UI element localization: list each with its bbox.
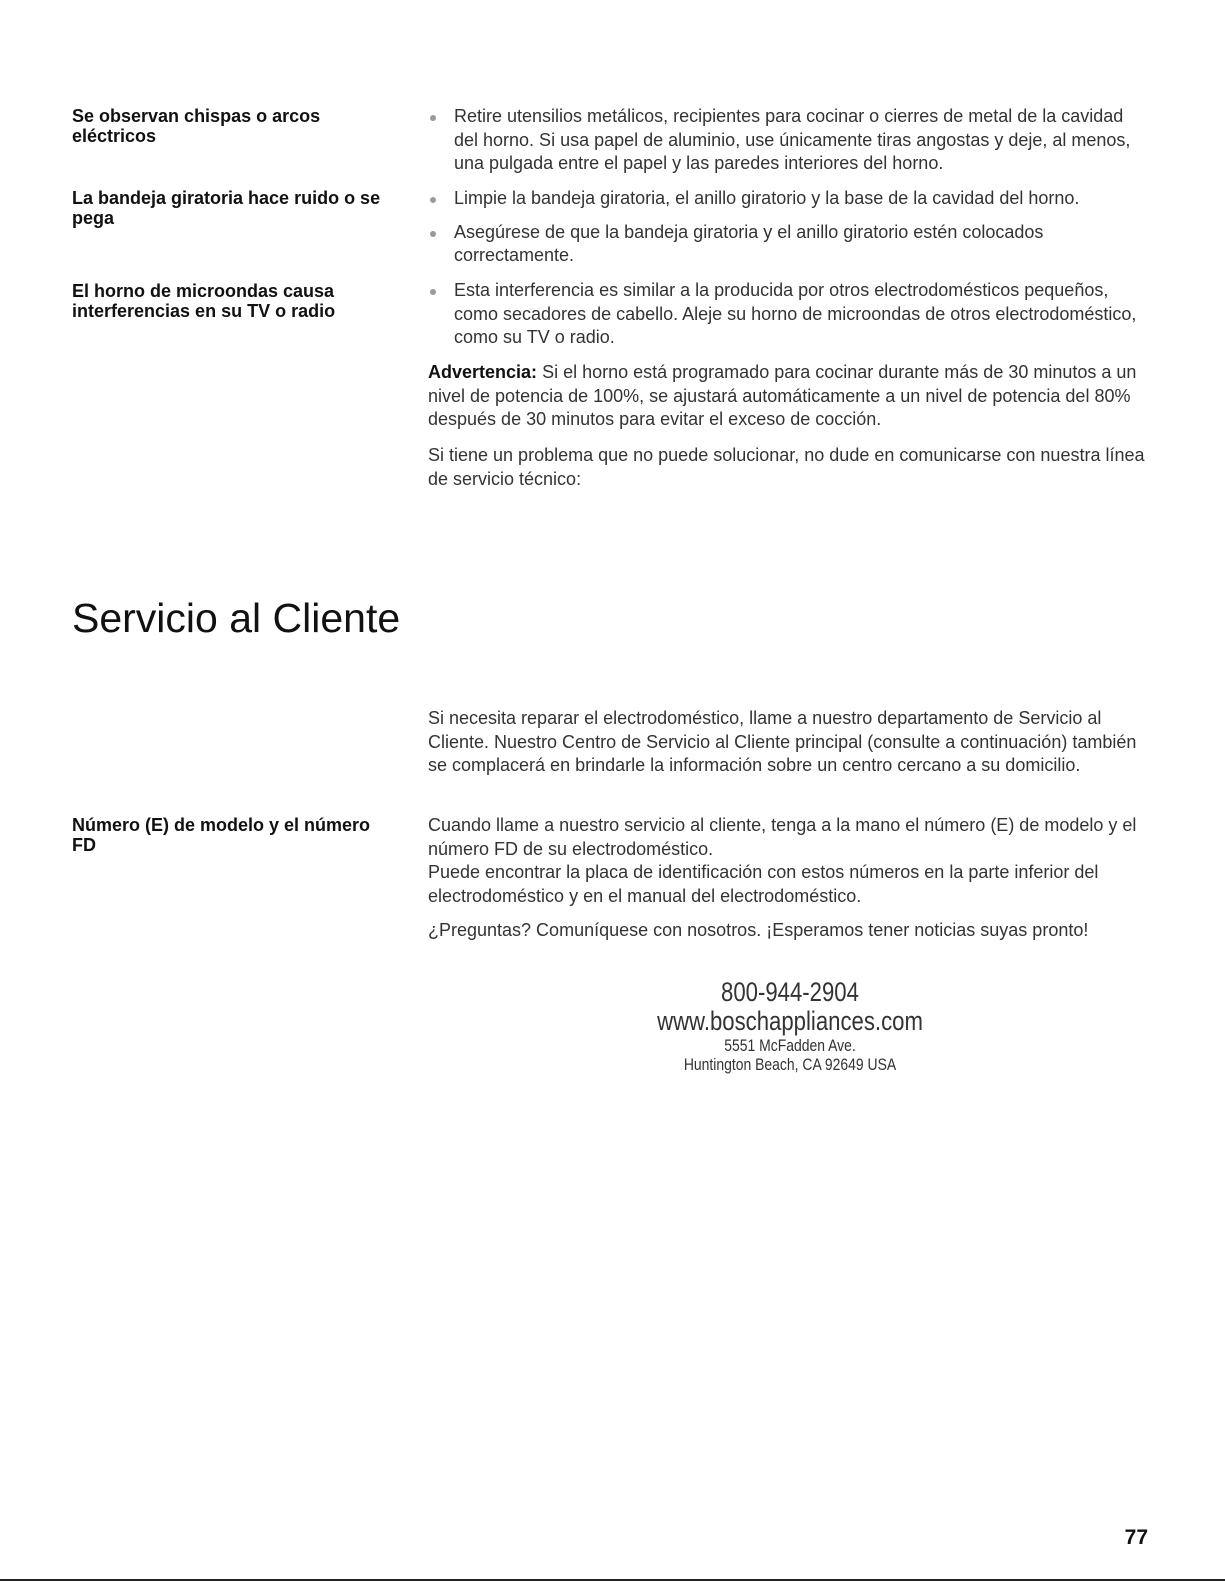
list-item [428, 105, 1148, 176]
contact-note: Si tiene un problema que no puede solucionar, no dude en comunicarse con nuestra línea de servicio técnico: [428, 445, 1145, 489]
solution-text: Asegúrese de que la bandeja giratoria y el anillo giratorio estén colocados correctamente. [454, 221, 1044, 265]
solutions-turntable [428, 187, 1148, 268]
bullet-icon [430, 231, 436, 237]
warning-paragraph [428, 361, 1148, 432]
address-line2: Huntington Beach, CA 92649 USA [683, 1055, 897, 1074]
address-line1: 5551 McFadden Ave. [724, 1036, 856, 1055]
bullet-icon [430, 115, 436, 121]
problem-interference-heading: El horno de microondas causa interferencias en su TV o radio [72, 281, 336, 321]
model-number-heading: Número (E) de modelo y el número FD [72, 815, 371, 855]
phone-number: 800-944-2904 [721, 977, 859, 1007]
solution-text: Retire utensilios metálicos, recipientes para cocinar o cierres de metal de la cavidad del horno. Si usa papel de aluminio, use únicamente tiras angostas y deje, al menos, una pulgada entre el papel y las paredes interiores del horno. [454, 106, 1131, 173]
problem-sparks-heading: Se observan chispas o arcos eléctricos [72, 106, 321, 146]
warning-label: Advertencia: [428, 362, 538, 382]
bottom-rule [0, 1579, 1225, 1581]
problem-turntable-heading: La bandeja giratoria hace ruido o se pega [72, 188, 381, 228]
website-link[interactable]: www.boschappliances.com [657, 1006, 923, 1036]
solutions-sparks [428, 105, 1148, 176]
page-number: 77 [1124, 1526, 1148, 1549]
bullet-icon [430, 289, 436, 295]
list-item [428, 279, 1148, 350]
model-text-line1: Cuando llame a nuestro servicio al cliente, tenga a la mano el número (E) de modelo y el número FD de su electrodoméstico. [428, 815, 1137, 859]
model-text-line2: Puede encontrar la placa de identificación con estos números en la parte inferior del electrodoméstico y en el manual del electrodoméstico. [428, 862, 1099, 906]
list-item [428, 221, 1148, 268]
solution-text: Limpie la bandeja giratoria, el anillo giratorio y la base de la cavidad del horno. [454, 188, 1080, 208]
solutions-interference [428, 279, 1148, 350]
list-item [428, 187, 1148, 211]
bullet-icon [430, 197, 436, 203]
questions-text: ¿Preguntas? Comuníquese con nosotros. ¡Esperamos tener noticias suyas pronto! [428, 920, 1089, 940]
model-number-text [428, 814, 1148, 908]
solution-text: Esta interferencia es similar a la producida por otros electrodomésticos pequeños, como secadores de cabello. Aleje su horno de microondas de otros electrodoméstico, como su TV o radio. [454, 280, 1137, 347]
service-intro: Si necesita reparar el electrodoméstico, llame a nuestro departamento de Servicio al Cliente. Nuestro Centro de Servicio al Cliente principal (consulte a continuación) también se complacerá en brindarle la información sobre un centro cercano a su domicilio. [428, 708, 1137, 775]
section-title: Servicio al Cliente [72, 595, 401, 641]
warning-text: Si el horno está programado para cocinar durante más de 30 minutos a un nivel de potencia de 100%, se ajustará automáticamente a un nivel de potencia del 80% después de 30 minutos para evitar el exceso de cocción. [428, 362, 1137, 429]
